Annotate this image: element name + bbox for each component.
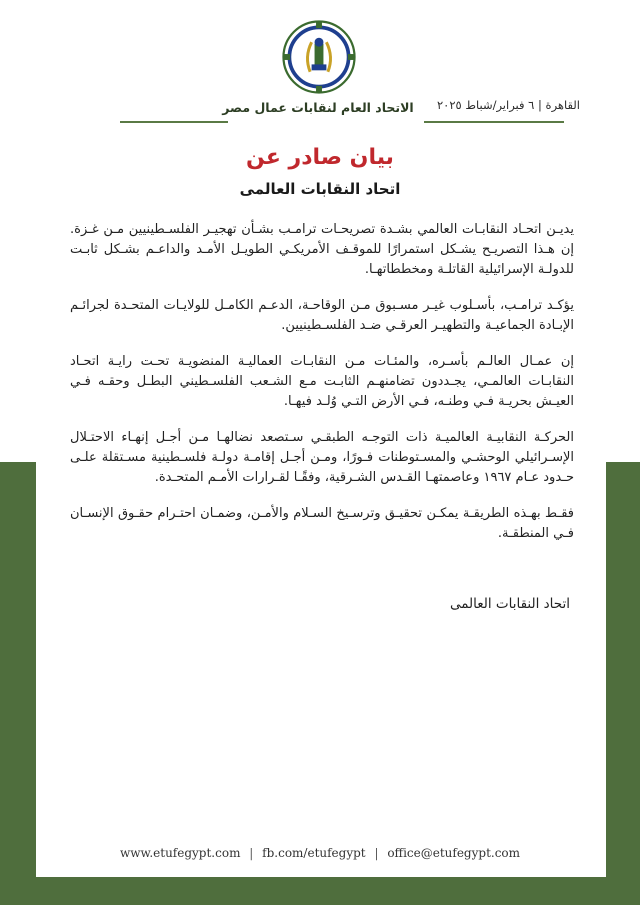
dateline: القاهرة | ٦ فبراير/شباط ٢٠٢٥ — [436, 98, 580, 112]
statement-subheading: اتحاد النقابات العالمى — [239, 180, 401, 198]
header-rule-right — [424, 121, 564, 123]
header-rule-left — [120, 121, 228, 123]
paragraph: يديـن اتحـاد النقابـات العالمي بشـدة تصريحـات ترامـب بشـأن تهجيـر الفلسـطينيين مـن غـزة. إن هـذا التصريـح يشـكل استمرارًا للموقـف الأمريكـي الطويـل الأمـد والداعـم بشـكل ثابـت للدولـة الإسرائيلية القاتلـة ومخططاتهـا. — [70, 222, 574, 277]
facebook-link[interactable]: fb.com/etufegypt — [262, 846, 366, 860]
signature: اتحاد النقابات العالمى — [449, 596, 570, 612]
organization-name: الاتحاد العام لنقابات عمال مصر — [222, 100, 414, 115]
separator: | — [249, 846, 254, 860]
website-link[interactable]: www.etufegypt.com — [119, 846, 241, 860]
separator: | — [374, 846, 379, 860]
statement-heading: بيان صادر عن — [246, 145, 394, 170]
paragraph: يؤكـد ترامـب، بأسـلوب غيـر مسـبوق مـن الوقاحـة، الدعـم الكامـل للولايـات المتحـدة لجرائـم الإبـادة الجماعيـة والتطهيـر العرقـي ضـد الفلسـطينيين. — [70, 298, 574, 333]
paragraph: الحركـة النقابيـة العالميـة ذات التوجـه الطبقـي سـتصعد نضالهـا مـن أجـل إنهـاء الاحتـلال الإسـرائيلي الوحشـي والمسـتوطنات فـورًا، ومـن أجـل إقامـة دولـة فلسـطينية مسـتقلة علـى حـدود عـام ١٩٦٧ وعاصمتهـا القـدس الشـرقية، وفقًـا لقـرارات الأمـم المتحـدة. — [70, 430, 574, 485]
email-link[interactable]: office@etufegypt.com — [387, 846, 521, 860]
paragraph: فقـط بهـذه الطريقـة يمكـن تحقيـق وترسـيخ السـلام والأمـن، وضمـان احتـرام حقـوق الإنسـان فـي المنطقـة. — [70, 506, 574, 541]
etuf-emblem-icon — [282, 20, 356, 94]
paragraph: إن عمـال العالـم بأسـره، والمئـات مـن النقابـات العماليـة المنضويـة تحـت رايـة اتحـاد النقابـات العالمـي، يجـددون تضامنهـم الثابـت مـع الشـعب الفلسـطيني البطـل وحقـه فـي العيـش بحريـة فـي وطنـه، فـي الأرض التـي وُلـد فيهـا. — [70, 354, 574, 409]
statement-body — [70, 220, 574, 560]
footer-contacts — [60, 846, 580, 860]
